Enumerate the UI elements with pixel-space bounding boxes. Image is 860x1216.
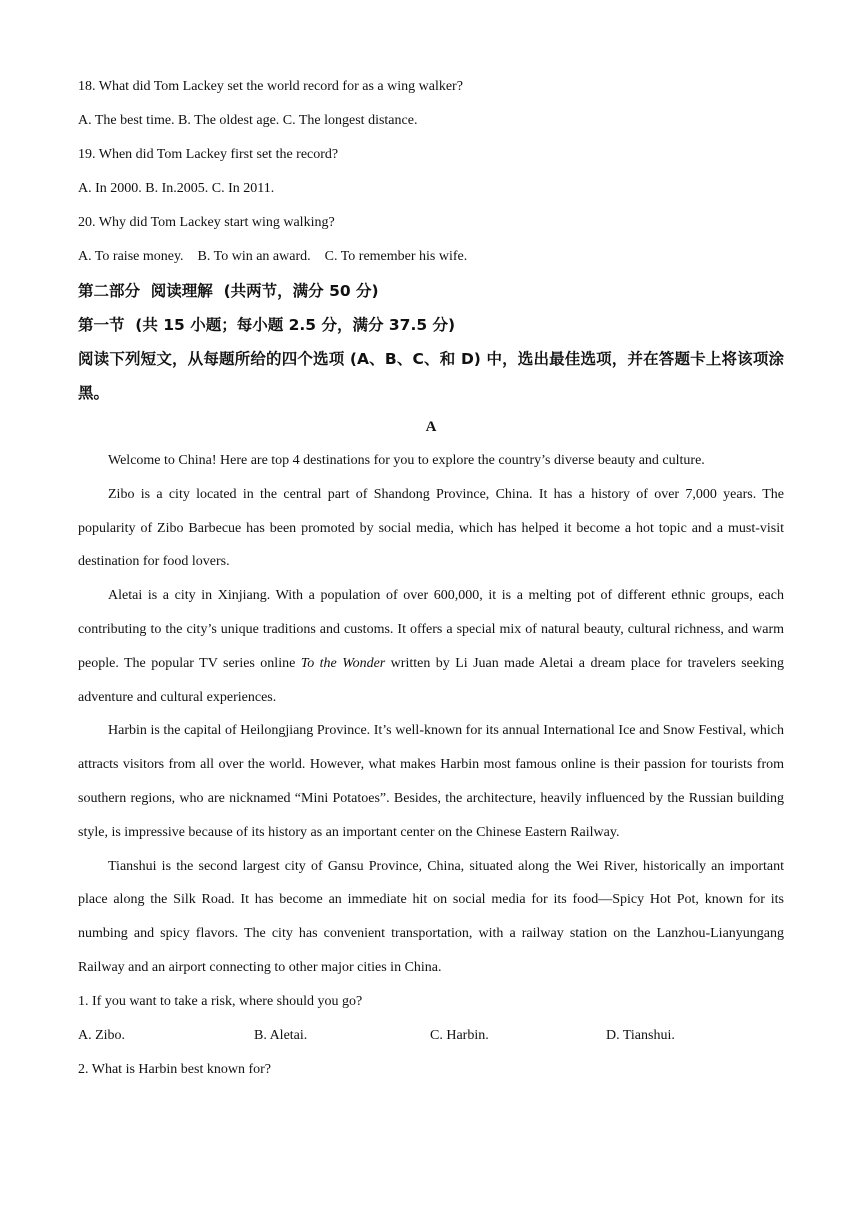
tv-series-title: To the Wonder: [300, 655, 386, 671]
passage-paragraph-harbin: Harbin is the capital of Heilongjiang Province. It’s well-known for its annual International Ice and Snow Festival, which attracts visitors from all over the world. However, what makes Harbin most famous online is their passion for tourists from southern regions, who are nicknamed “Mini Potatoes”. Besides, the architecture, heavily influenced by the Russian building style, is impressive because of its history as an important center on the Chinese Eastern Railway.: [78, 723, 784, 840]
passage-letter: A: [425, 419, 437, 435]
section1-heading: 第一节 (共 15 小题；每小题 2.5 分，满分 37.5 分): [78, 316, 456, 334]
question-20-options: A. To raise money. B. To win an award. C. To remember his wife.: [78, 249, 468, 264]
question-19: 19. When did Tom Lackey first set the record?: [78, 147, 339, 162]
exam-page: [78, 70, 784, 1087]
question-20: 20. Why did Tom Lackey start wing walking?: [78, 215, 335, 230]
passage-paragraph-zibo: Zibo is a city located in the central part of Shandong Province, China. It has a history of over 7,000 years. The popularity of Zibo Barbecue has been promoted by social media, which has helped it become a hot topic and a must-visit destination for food lovers.: [78, 486, 784, 570]
passage-paragraph-tianshui: Tianshui is the second largest city of Gansu Province, China, situated along the Wei River, historically an important place along the Silk Road. It has become an immediate hit on social media for its food—Spicy Hot Pot, known for its numbing and spicy flavors. The city has convenient transportation, with a railway station on the Lanzhou-Lianyungang Railway and an airport connecting to other major cities in China.: [78, 858, 784, 975]
question-19-options: A. In 2000. B. In.2005. C. In 2011.: [78, 181, 275, 196]
part2-heading: 第二部分 阅读理解 (共两节，满分 50 分): [78, 282, 379, 300]
option-b: B. Aletai.: [254, 1027, 308, 1043]
question-1-options: [78, 1019, 784, 1053]
passage-paragraph-intro: Welcome to China! Here are top 4 destinations for you to explore the country’s diverse beauty and culture.: [108, 453, 705, 468]
question-18-options: A. The best time. B. The oldest age. C. The longest distance.: [78, 113, 418, 128]
question-2: 2. What is Harbin best known for?: [78, 1061, 271, 1077]
question-18: 18. What did Tom Lackey set the world record for as a wing walker?: [78, 79, 463, 94]
reading-instructions: 阅读下列短文，从每题所给的四个选项 (A、B、C、和 D) 中，选出最佳选项，并在答题卡上将该项涂黑。: [78, 350, 784, 402]
aletai-text-before: Aletai is a city in Xinjiang. With a population of over 600,000, it is a melting pot of different ethnic groups, each contributing to the city’s unique traditions and customs. It offers a special mix of natural beauty, cultural richness, and warm people. The popular TV series online: [78, 588, 784, 671]
passage-paragraph-aletai: [78, 579, 784, 714]
question-1: 1. If you want to take a risk, where should you go?: [78, 993, 363, 1009]
option-c: C. Harbin.: [430, 1027, 489, 1043]
aletai-text-after: written by Li Juan made Aletai a dream place for travelers seeking adventure and cultural experiences.: [78, 655, 784, 705]
option-a: A. Zibo.: [78, 1027, 126, 1043]
option-d: D. Tianshui.: [606, 1027, 675, 1043]
